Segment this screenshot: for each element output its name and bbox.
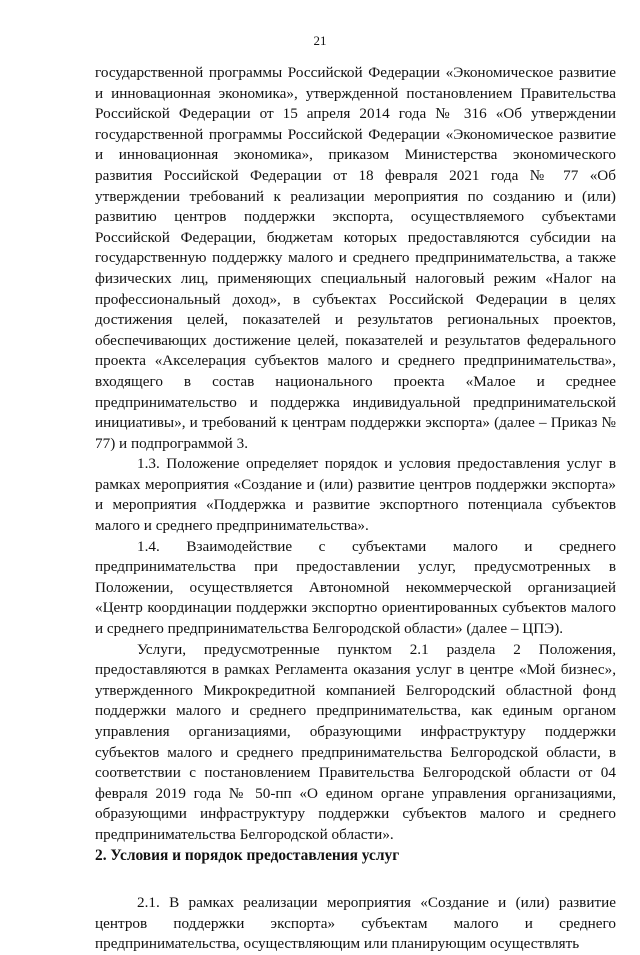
paragraph-1-4: 1.4. Взаимодействие с субъектами малого и среднего предпринимательства при предоставлении услуг, предусмотренных в Положении, осуществляется Автономной некоммерческой организацией «Центр координации поддержки экспортно ориентированных субъектов малого и среднего предпринимательства Белгородской области» (далее – ЦПЭ). <box>95 537 616 638</box>
paragraph-intro: государственной программы Российской Федерации «Экономическое развитие и инновационная экономика», утвержденной постановлением Правительства Российской Федерации от 15 апреля 2014 года № 316 «Об утверждении государственной программы Российской Федерации «Экономическое развитие и инновационная экономика», приказом Министерства экономического развития Российской Федерации от 18 февраля 2021 года № 77 «Об утверждении требований к реализации мероприятия по созданию и (или) развитию центров поддержки экспорта, осуществляемого субъектами Российской Федерации, бюджетам которых предоставляются субсидии на государственную поддержку малого и среднего предпринимательства, а также физических лиц, применяющих специальный налоговый режим «Налог на профессиональный доход», в субъектах Российской Федерации в целях достижения целей, показателей и результатов региональных проектов, обеспечивающих достижение целей, показателей и результатов федерального проекта «Акселерация субъектов малого и среднего предпринимательства», входящего в состав национального проекта «Малое и среднее предпринимательство и поддержка индивидуальной предпринимательской инициативы», и требований к центрам поддержки экспорта» (далее – Приказ № 77) и подпрограммой 3. <box>95 64 616 452</box>
page-number: 21 <box>313 33 327 48</box>
document-body <box>95 63 616 955</box>
section-heading: 2. Условия и порядок предоставления услуг <box>95 846 400 864</box>
paragraph-services: Услуги, предусмотренные пунктом 2.1 раздела 2 Положения, предоставляются в рамках Регламента оказания услуг в центре «Мой бизнес», утвержденного Микрокредитной компанией Белгородский областной фонд поддержки малого и среднего предпринимательства, как единым органом управления организациями, образующими инфраструктуру поддержки субъектов малого и среднего предпринимательства Белгородской области, в соответствии с постановлением Правительства Белгородской области от 04 февраля 2019 года № 50-пп «О едином органе управления организациями, образующими инфраструктуру поддержки субъектов малого и среднего предпринимательства Белгородской области». <box>95 640 616 843</box>
paragraph-2-1: 2.1. В рамках реализации мероприятия «Создание и (или) развитие центров поддержки экспорта» субъектам малого и среднего предпринимательства, осуществляющим или планирующим осуществлять <box>95 894 616 953</box>
paragraph-1-3: 1.3. Положение определяет порядок и условия предоставления услуг в рамках мероприятия «Создание и (или) развитие центров поддержки экспорта» и мероприятия «Поддержка и развитие экспортного потенциала субъектов малого и среднего предпринимательства». <box>95 455 616 535</box>
